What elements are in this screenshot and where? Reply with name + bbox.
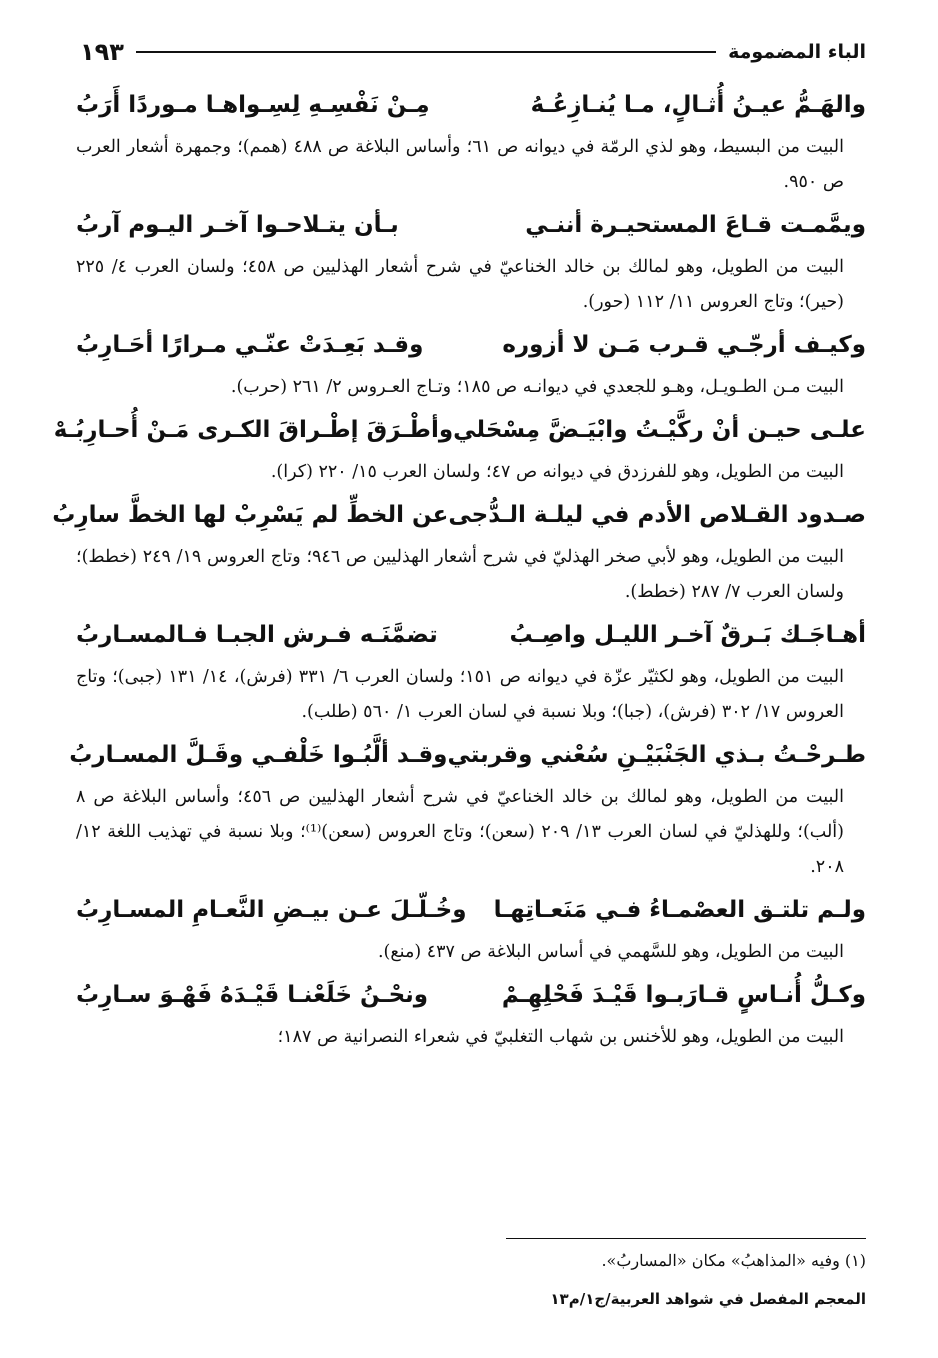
first-hemistich: طـرحْـتُ بـذي الجَنْبَيْـنِ سُعْني وقربتي bbox=[447, 742, 866, 768]
verse-line bbox=[69, 730, 866, 780]
citation-note: البيت من الطويل، وهو للفرزدق في ديوانه ص ٤٧؛ ولسان العرب ١٥/ ٢٢٠ (كرا). bbox=[270, 462, 844, 482]
second-hemistich: مِـنْ نَفْسِـهِ لِسِـواهـا مـوردًا أَرَبُ bbox=[76, 92, 430, 118]
verse-line bbox=[76, 970, 866, 1020]
first-hemistich: والهَـمُّ عيـنُ أُثـالٍ، مـا يُنـازِعُـهُ bbox=[530, 92, 866, 118]
entry bbox=[76, 80, 866, 200]
second-hemistich: وقـد ألَّبُـوا خَلْفـي وقَـلَّ المسـاربُ bbox=[69, 742, 448, 768]
citation-note: البيت من الطويل، وهو لمالك بن خالد الخناعيّ في شرح أشعار الهذليين ص ٤٥٦؛ وأساس البلاغة ص ٨ (ألب)؛ وللهذليّ في لسان العرب ١٣/ ٢٠٩ (سعن)؛ وتاج العروس (سعن)⁽¹⁾؛ وبلا نسبة في تهذيب اللغة ١٢/ ٢٠٨. bbox=[76, 787, 845, 877]
signature-line: المعجم المفصل في شواهد العربية/ج١/م١٣ bbox=[550, 1290, 866, 1308]
verse-line bbox=[76, 610, 866, 660]
citation-note: البيت من الطويل، وهو لمالك بن خالد الخناعيّ في شرح أشعار الهذليين ص ٤٥٨؛ ولسان العرب ٤/ ٢٢٥ (حير)؛ وتاج العروس ١١/ ١١٢ (حور). bbox=[76, 257, 844, 312]
citation-note: البيت مـن الطـويـل، وهـو للجعدي في ديوانـه ص ١٨٥؛ وتـاج العـروس ٢/ ٢٦١ (حرب). bbox=[230, 377, 844, 397]
citation-note: البيت من الطويل، وهو لأبي صخر الهذليّ في شرح أشعار الهذليين ص ٩٤٦؛ وتاج العروس ١٩/ ٢٤٩ (خطط)؛ ولسان العرب ٧/ ٢٨٧ (خطط). bbox=[76, 547, 844, 602]
second-hemistich: وقـد بَعِـدَتْ عنّـي مـرارًا أحَـارِبُ bbox=[76, 332, 424, 358]
second-hemistich: تضمَّنَـه فـرش الجبـا فـالمسـاربُ bbox=[76, 622, 438, 648]
first-hemistich: صـدود القـلاص الأدم في ليلـة الـدُّجى bbox=[448, 502, 866, 528]
first-hemistich: ولـم تلتـق العصْمـاءُ فـي مَنَعـاتِهـا bbox=[493, 897, 866, 923]
running-head bbox=[80, 34, 866, 70]
verse-line bbox=[53, 405, 866, 455]
header-rule bbox=[136, 51, 716, 53]
entry bbox=[69, 730, 866, 885]
entries-list bbox=[52, 80, 866, 1055]
second-hemistich: ونحْـنُ خَلَعْنـا قَيْـدَهُ فَهْـوَ سـارِبُ bbox=[76, 982, 429, 1008]
entry bbox=[53, 405, 866, 490]
footnote: (١) وفيه «المذاهبُ» مكان «المساربُ». bbox=[601, 1251, 866, 1270]
citation-note: البيت من البسيط، وهو لذي الرمّة في ديوانه ص ٦١؛ وأساس البلاغة ص ٤٨٨ (همم)؛ وجمهرة أشعار العرب ص ٩٥٠. bbox=[76, 137, 844, 192]
first-hemistich: وكيـف أرجّـي قـرب مَـن لا أزوره bbox=[502, 332, 866, 358]
citation-note: البيت من الطويل، وهو للأخنس بن شهاب التغلبيّ في شعراء النصرانية ص ١٨٧؛ bbox=[277, 1027, 844, 1047]
entry bbox=[76, 970, 866, 1055]
second-hemistich: وأطْـرَقَ إطْـراقَ الكـرى مَـنْ أُحـارِبُـهْ bbox=[53, 417, 454, 443]
second-hemistich: وخُـلّـلَ عـن بيـضِ النَّعـامِ المسـارِبُ bbox=[76, 897, 467, 923]
entry bbox=[76, 610, 866, 730]
page-number: ١٩٣ bbox=[80, 38, 124, 66]
second-hemistich: عن الخطِّ لم يَسْرِبْ لها الخطَّ سارِبُ bbox=[52, 502, 449, 528]
entry bbox=[52, 490, 866, 610]
verse-line bbox=[76, 885, 866, 935]
second-hemistich: بـأن يتـلاحـوا آخـر اليـوم آربُ bbox=[76, 212, 399, 238]
verse-line bbox=[52, 490, 866, 540]
verse-line bbox=[76, 320, 866, 370]
first-hemistich: ويمَّمـت قـاعَ المستحيـرة أننـي bbox=[525, 212, 866, 238]
entry bbox=[76, 200, 866, 320]
entry bbox=[76, 885, 866, 970]
entry bbox=[76, 320, 866, 405]
verse-line bbox=[76, 200, 866, 250]
first-hemistich: أهـاجَـك بَـرقٌ آخـر الليـل واصِـبُ bbox=[509, 622, 866, 648]
citation-note: البيت من الطويل، وهو للسَّهمي في أساس البلاغة ص ٤٣٧ (منع). bbox=[377, 942, 844, 962]
first-hemistich: علـى حيـن أنْ ركَّيْـتُ وابْيَـضَّ مِسْحَلي bbox=[453, 417, 866, 443]
verse-line bbox=[76, 80, 866, 130]
first-hemistich: وكـلُّ أُنـاسٍ قـارَبـوا قَيْـدَ فَحْلِهِـمْ bbox=[501, 982, 866, 1008]
running-title: الباء المضمومة bbox=[728, 41, 866, 63]
citation-note: البيت من الطويل، وهو لكثيّر عزّة في ديوانه ص ١٥١؛ ولسان العرب ٦/ ٣٣١ (فرش)، ١٤/ ١٣١ (جبى)؛ وتاج العروس ١٧/ ٣٠٢ (فرش)، (جبا)؛ وبلا نسبة في لسان العرب ١/ ٥٦٠ (طلب). bbox=[76, 667, 844, 722]
footnote-rule bbox=[506, 1238, 866, 1239]
